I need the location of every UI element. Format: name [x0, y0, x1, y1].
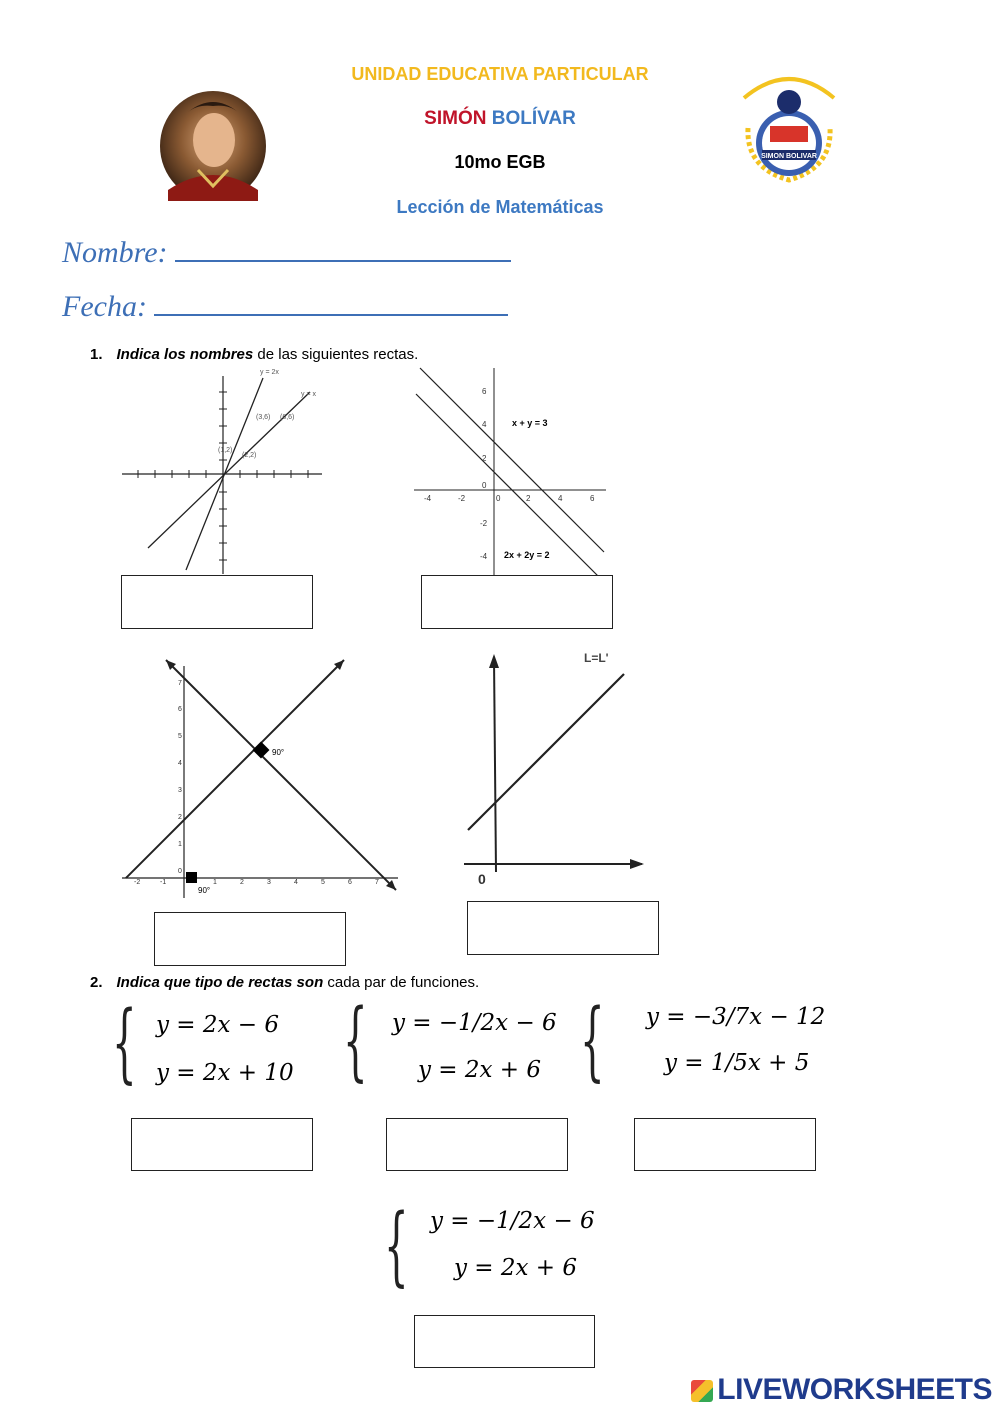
line-increasing — [126, 660, 344, 878]
liveworksheets-icon — [691, 1380, 713, 1402]
answer-box-s2[interactable] — [386, 1118, 568, 1171]
nombre-line[interactable] — [175, 238, 511, 262]
g2-xtick: -2 — [458, 494, 466, 503]
q2-bold: Indica que tipo de rectas son — [116, 974, 324, 991]
answer-box-s1[interactable] — [131, 1118, 313, 1171]
lesson-title: Lección de Matemáticas — [396, 197, 604, 217]
g3-ytick: 7 — [178, 680, 182, 687]
brace-1: { — [112, 993, 137, 1093]
q1-number: 1. — [90, 346, 103, 363]
label-p2: (6,6) — [280, 414, 295, 421]
g3-ytick: 2 — [178, 814, 182, 821]
g2-xtick: -4 — [424, 494, 432, 503]
label-p1: (3,6) — [256, 414, 271, 421]
school-name-blue: BOLÍVAR — [491, 108, 576, 129]
label-p4: (2,2) — [242, 452, 257, 459]
g2-eq1: x + y = 3 — [512, 418, 548, 428]
line-decreasing — [166, 660, 396, 890]
g3-xtick: 4 — [294, 879, 298, 886]
school-name — [0, 108, 1000, 130]
g2-ytick: -2 — [480, 519, 488, 528]
g3-xtick: 2 — [240, 879, 244, 886]
g3-ytick: 1 — [178, 841, 182, 848]
brace-3: { — [580, 991, 605, 1091]
g3-ytick: 6 — [178, 706, 182, 713]
system-4-eq-a: y = −1/2x − 6 — [430, 1208, 595, 1234]
q1-text: de las siguientes rectas. — [253, 346, 419, 363]
system-1-eq-a: y = 2x − 6 — [156, 1012, 280, 1038]
answer-box-s3[interactable] — [634, 1118, 816, 1171]
q1-bold: Indica los nombres — [116, 346, 254, 363]
g3-ytick: 0 — [178, 868, 182, 875]
grade-label: 10mo EGB — [454, 152, 546, 172]
label-y-2x: y = 2x — [260, 369, 279, 376]
portrait-image — [158, 90, 268, 202]
liveworksheets-logo — [691, 1373, 992, 1407]
answer-box-g2[interactable] — [421, 575, 613, 629]
system-3-eq-a: y = −3/7x − 12 — [646, 1004, 826, 1030]
g3-ytick: 3 — [178, 787, 182, 794]
label-p3: (1,2) — [218, 447, 233, 454]
question-1 — [90, 346, 418, 363]
q2-number: 2. — [90, 974, 103, 991]
g2-ytick: 6 — [482, 387, 487, 396]
answer-box-g3[interactable] — [154, 912, 346, 966]
school-logo — [736, 68, 842, 188]
g2-xtick: 2 — [526, 494, 531, 503]
g3-ytick: 4 — [178, 760, 182, 767]
system-3-eq-b: y = 1/5x + 5 — [664, 1050, 810, 1076]
g2-ytick: 0 — [482, 481, 487, 490]
answer-box-s4[interactable] — [414, 1315, 595, 1368]
fecha-label: Fecha: — [62, 290, 147, 323]
line-eq2 — [416, 394, 598, 576]
g2-ytick: -4 — [480, 552, 488, 561]
g2-xtick: 6 — [590, 494, 595, 503]
system-2-eq-b: y = 2x + 6 — [418, 1057, 542, 1083]
g4-label: L=L' — [584, 651, 609, 665]
brace-4: { — [384, 1196, 409, 1296]
school-name-red: SIMÓN — [424, 108, 487, 129]
g2-ytick: 2 — [482, 454, 487, 463]
line-eq1 — [420, 368, 604, 552]
g4-origin: 0 — [478, 871, 486, 887]
nombre-label: Nombre: — [62, 236, 168, 269]
logo-band-text: SIMON BOLIVAR — [761, 153, 817, 160]
school-title: UNIDAD EDUCATIVA PARTICULAR — [351, 64, 649, 84]
g3-angle-bottom: 90° — [198, 886, 211, 895]
g2-xtick: 0 — [496, 494, 501, 503]
graph-3 — [120, 652, 402, 900]
answer-box-g4[interactable] — [467, 901, 659, 955]
fecha-field[interactable] — [62, 290, 508, 324]
q2-text: cada par de funciones. — [323, 974, 480, 991]
g3-ytick: 5 — [178, 733, 182, 740]
system-4-eq-b: y = 2x + 6 — [454, 1255, 578, 1281]
g3-xtick: 5 — [321, 879, 325, 886]
g3-xtick: 1 — [213, 879, 217, 886]
g3-xtick: 6 — [348, 879, 352, 886]
question-2 — [90, 974, 479, 991]
g2-eq2: 2x + 2y = 2 — [504, 550, 550, 560]
system-2-eq-a: y = −1/2x − 6 — [392, 1010, 557, 1036]
g3-xtick: 7 — [375, 879, 379, 886]
g2-ytick: 4 — [482, 420, 487, 429]
brace-2: { — [343, 991, 368, 1091]
system-1-eq-b: y = 2x + 10 — [156, 1060, 294, 1086]
g3-xtick: 3 — [267, 879, 271, 886]
line-l — [468, 674, 624, 830]
liveworksheets-text: LIVEWORKSHEETS — [717, 1373, 992, 1406]
g3-angle-top: 90° — [272, 748, 285, 757]
g3-xtick: -1 — [160, 879, 167, 886]
graph-1 — [118, 364, 328, 576]
label-y-x: y = x — [301, 391, 316, 398]
fecha-line[interactable] — [154, 292, 508, 316]
g2-xtick: 4 — [558, 494, 563, 503]
nombre-field[interactable] — [62, 236, 511, 270]
g3-xtick: -2 — [134, 879, 141, 886]
graph-4 — [460, 646, 660, 890]
graph-2 — [410, 364, 610, 576]
answer-box-g1[interactable] — [121, 575, 313, 629]
